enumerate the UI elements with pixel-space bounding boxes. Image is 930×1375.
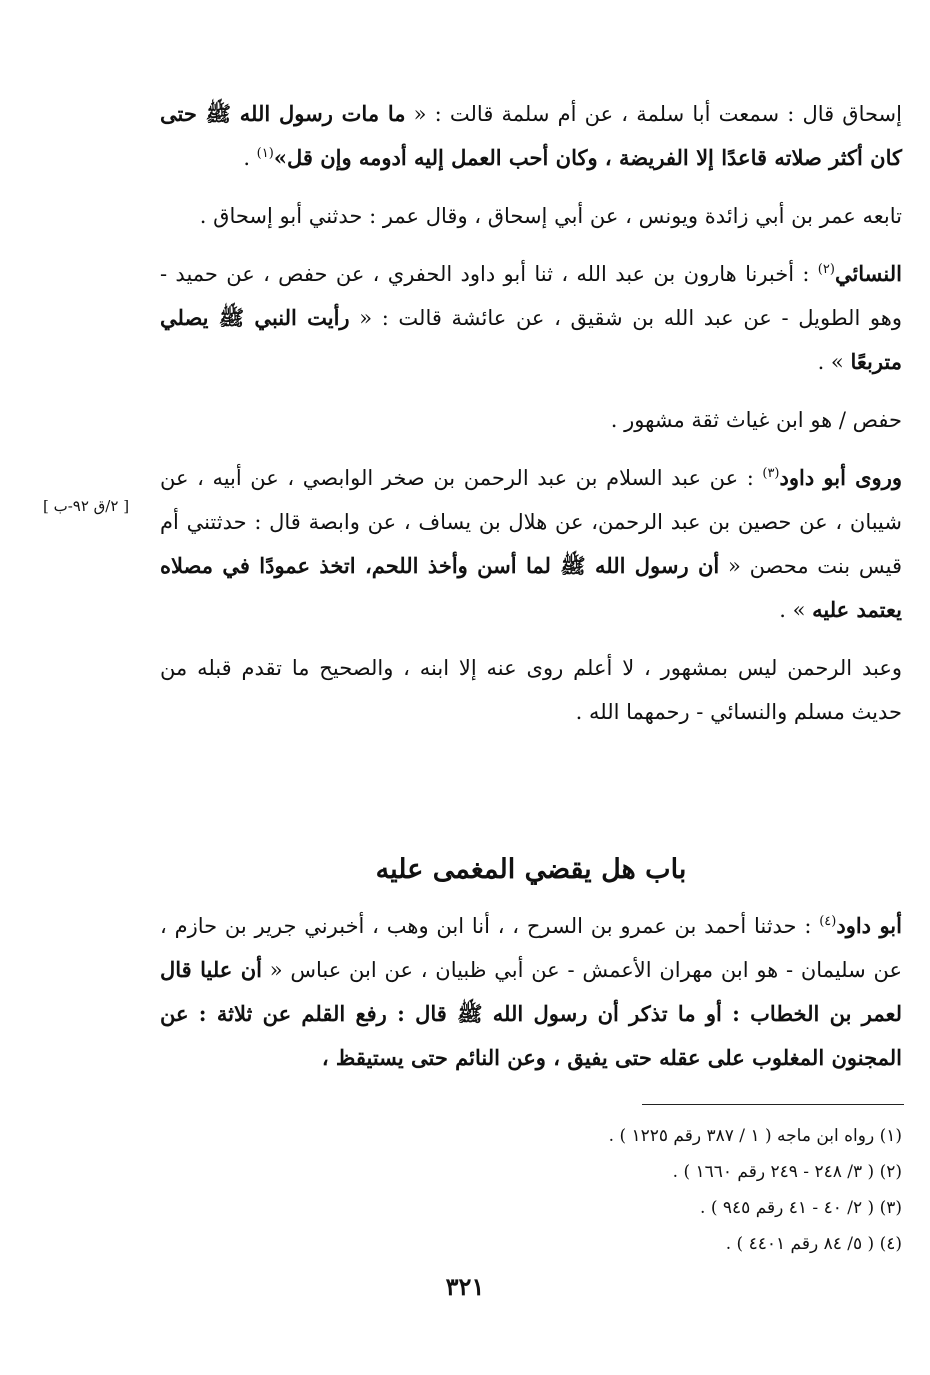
- p3-hadith-text: رأيت النبي ﷺ يصلي متربعًا: [160, 305, 902, 374]
- footnote-divider: [642, 1104, 904, 1105]
- footnote-ref-4: (٤): [819, 914, 837, 929]
- p5-hadith-text: أن رسول الله ﷺ لما أسن وأخذ اللحم، اتخذ عمودًا في مصلاه يعتمد عليه: [160, 553, 902, 622]
- paragraph-7: [160, 904, 902, 1080]
- p1-end: .: [243, 146, 257, 170]
- p7-hadith-text: أن عليا قال لعمر بن الخطاب : أو ما تذكر أن رسول الله ﷺ قال : رفع القلم عن ثلاثة : عن المجنون المغلوب على عقله حتى يفيق ، وعن النائم حتى يستيقظ ،: [160, 957, 902, 1070]
- p1-text: إسحاق قال : سمعت أبا سلمة ، عن أم سلمة قالت : «: [405, 102, 902, 126]
- footnote-1: (١) رواه ابن ماجه ( ١ / ٣٨٧ رقم ١٢٢٥ ) .: [608, 1126, 902, 1146]
- footnote-2: (٢) ( ٣/ ٢٤٨ - ٢٤٩ رقم ١٦٦٠ ) .: [672, 1162, 902, 1182]
- p1-hadith-text: ما مات رسول الله ﷺ حتى كان أكثر صلاته قاعدًا إلا الفريضة ، وكان أحب العمل إليه أدومه وإن قل: [160, 101, 902, 170]
- p3-source: النسائي: [834, 261, 902, 286]
- paragraph-5: [160, 456, 902, 632]
- footnote-4: (٤) ( ٥/ ٨٤ رقم ٤٤٠١ ) .: [725, 1234, 902, 1254]
- page-number: ٣٢١: [445, 1272, 485, 1301]
- p7-source: أبو داود: [836, 913, 902, 938]
- section-heading: باب هل يقضي المغمى عليه: [375, 854, 687, 885]
- footnote-ref-3: (٣): [762, 466, 780, 481]
- footnotes: [160, 1118, 902, 1262]
- paragraph-1: [160, 92, 902, 180]
- margin-note: [ ٢/ق ٩٢-ب ]: [42, 497, 130, 515]
- main-text-upper: [160, 92, 902, 748]
- footnote-ref-1: (١): [256, 146, 274, 161]
- paragraph-6: وعبد الرحمن ليس بمشهور ، لا أعلم روى عنه إلا ابنه ، والصحيح ما تقدم قبله من حديث مسلم والنسائي - رحمهما الله .: [160, 656, 902, 724]
- p5-source: وروى أبو داود: [779, 465, 902, 490]
- main-text-lower: [160, 904, 902, 1080]
- p1-quote-close: »: [273, 145, 287, 170]
- paragraph-3: [160, 252, 902, 384]
- paragraph-4: حفص / هو ابن غياث ثقة مشهور .: [610, 408, 902, 432]
- p5-text: : عن عبد السلام بن عبد الرحمن بن صخر الوابصي ، عن أبيه ، عن شيبان ، عن حصين بن عبد الرحمن، عن هلال بن يساف ، عن وابصة قال : حدثتني أم قيس بنت محصن «: [160, 466, 902, 578]
- footnote-3: (٣) ( ٢/ ٤٠ - ٤١ رقم ٩٤٥ ) .: [700, 1198, 902, 1218]
- p7-text: : حدثنا أحمد بن عمرو بن السرح ، ، أنا ابن وهب ، أخبرني جرير بن حازم ، عن سليمان - هو ابن مهران الأعمش - عن أبي ظبيان ، عن ابن عباس «: [160, 914, 903, 982]
- p5-end: » .: [779, 598, 813, 622]
- p3-end: » .: [817, 350, 851, 374]
- paragraph-2: تابعه عمر بن أبي زائدة ويونس ، عن أبي إسحاق ، وقال عمر : حدثني أبو إسحاق .: [199, 204, 902, 228]
- p3-text: : أخبرنا هارون بن عبد الله ، ثنا أبو داود الحفري ، عن حفص ، عن حميد - وهو الطويل - عن عبد الله بن شقيق ، عن عائشة قالت : «: [160, 262, 902, 330]
- footnote-ref-2: (٢): [817, 262, 835, 277]
